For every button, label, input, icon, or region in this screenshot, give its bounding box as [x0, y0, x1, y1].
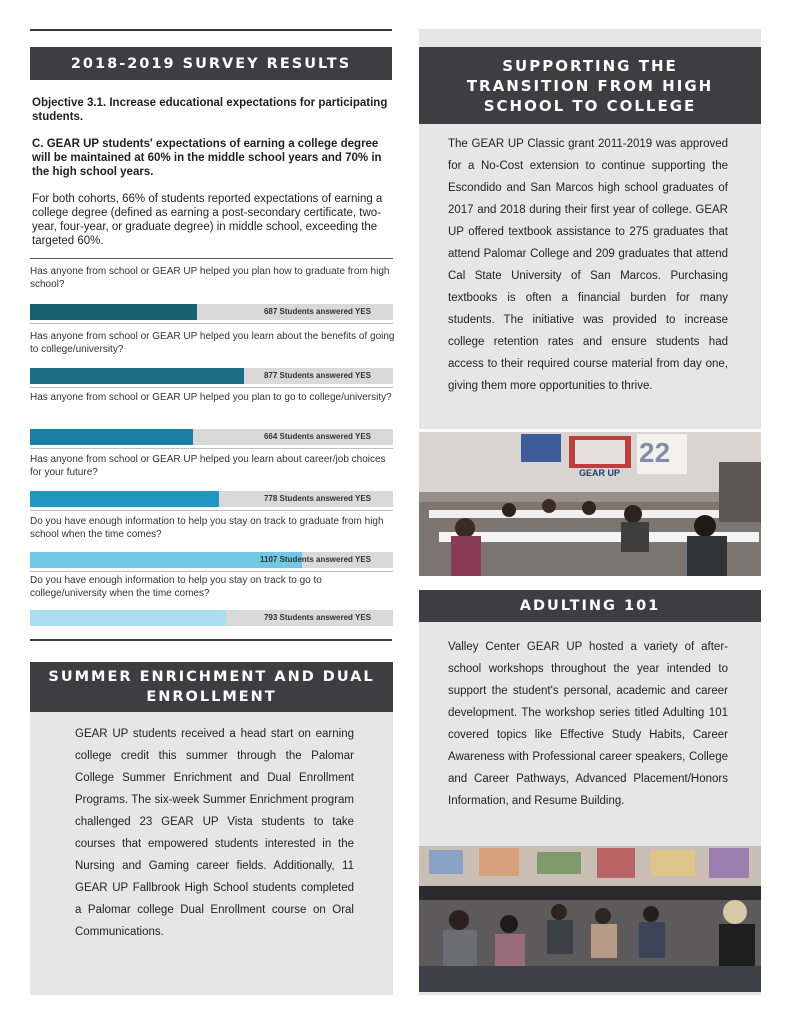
question-separator [30, 571, 393, 572]
question-separator [30, 387, 393, 388]
survey-question: Has anyone from school or GEAR UP helped you plan to go to college/university? [30, 392, 392, 403]
survey-bar-label: 1107 Students answered YES [259, 555, 371, 564]
survey-bar-fill [30, 368, 244, 384]
survey-question: Do you have enough information to help you stay on track to go to college/university when the time comes? [30, 575, 322, 599]
survey-question: Has anyone from school or GEAR UP helped you plan how to graduate from high school? [30, 266, 390, 290]
question-separator [30, 323, 393, 324]
survey-bar-label: 877 Students answered YES [263, 371, 371, 380]
top-rule-left [30, 29, 392, 31]
question-separator [30, 510, 393, 511]
summary-text: For both cohorts, 66% of students reported expectations of earning a college degree (defined as earning a post-secondary certificate, two-year, four-year, or graduate degree) in middle school, exceeding the targeted 60%. [32, 193, 383, 247]
workshop-photo-illustration [419, 846, 761, 992]
gear-up-sign: GEAR UP [579, 468, 621, 478]
survey-results-heading: 2018-2019 SURVEY RESULTS [30, 47, 392, 80]
survey-bar-fill [30, 491, 219, 507]
adulting-heading: ADULTING 101 [419, 590, 761, 622]
survey-bar-label: 687 Students answered YES [263, 307, 371, 316]
survey-bar [30, 368, 393, 384]
transition-heading: SUPPORTING THE TRANSITION FROM HIGH SCHOOL TO COLLEGE [419, 47, 761, 124]
survey-bar-fill [30, 429, 193, 445]
classroom-photo [419, 432, 761, 576]
survey-bar [30, 304, 393, 320]
classroom-photo-illustration [419, 432, 761, 576]
survey-bar [30, 552, 393, 568]
workshop-photo [419, 846, 761, 992]
transition-body-text: The GEAR UP Classic grant 2011-2019 was approved for a No-Cost extension to continue supporting the Escondido and San Marcos high school graduates of 2017 and 2018 during their first year of college. GEAR UP offered textbook assistance to 275 graduates that attend Palomar College and 209 graduates that attend Cal State University of San Marcos. Purchasing textbooks is often a financial burden for many students. The initiative was provided to increase college retention rates and ensure students had access to their required course material from day one, giving them more opportunities to thrive. [448, 138, 728, 392]
question-separator [30, 448, 393, 449]
survey-bar-fill [30, 610, 226, 626]
survey-bar-label: 664 Students answered YES [263, 432, 371, 441]
survey-bar-label: 793 Students answered YES [263, 613, 371, 622]
survey-question: Has anyone from school or GEAR UP helped you learn about the benefits of going to college/university? [30, 331, 395, 355]
survey-bar [30, 491, 393, 507]
survey-bar [30, 429, 393, 445]
survey-divider [30, 258, 393, 259]
room-number: 22 [639, 437, 671, 468]
objective-text: Objective 3.1. Increase educational expectations for participating students. [32, 97, 388, 123]
survey-bar-fill [30, 304, 197, 320]
survey-question: Do you have enough information to help you stay on track to graduate from high school when the time comes? [30, 516, 384, 540]
summer-body-text: GEAR UP students received a head start on earning college credit this summer through the Palomar College Summer Enrichment and Dual Enrollment Programs. The six-week Summer Enrichment program challenged 23 GEAR UP Vista students to take courses that empowered students interested in the Nursing and Gaming career fields. Additionally, 11 GEAR UP Fallbrook High School students completed a Palomar college Dual Enrollment course on Oral Communications. [75, 728, 354, 938]
summer-enrichment-heading: SUMMER ENRICHMENT AND DUAL ENROLLMENT [30, 662, 393, 712]
survey-bar [30, 610, 393, 626]
survey-bar-label: 778 Students answered YES [263, 494, 371, 503]
goal-text: C. GEAR UP students' expectations of earning a college degree will be maintained at 60% in the middle school years and 70% in the high school years. [32, 138, 382, 178]
survey-question: Has anyone from school or GEAR UP helped you learn about career/job choices for your future? [30, 454, 386, 478]
adulting-body-text: Valley Center GEAR UP hosted a variety of after-school workshops throughout the year intended to support the student's personal, academic and career development. The workshop series titled Adulting 101 covered topics like Effective Study Habits, Career Awareness with Professional career speakers, College and Career Pathways, Advanced Placement/Honors Information, and Resume Building. [448, 641, 728, 807]
summer-rule [30, 639, 392, 641]
